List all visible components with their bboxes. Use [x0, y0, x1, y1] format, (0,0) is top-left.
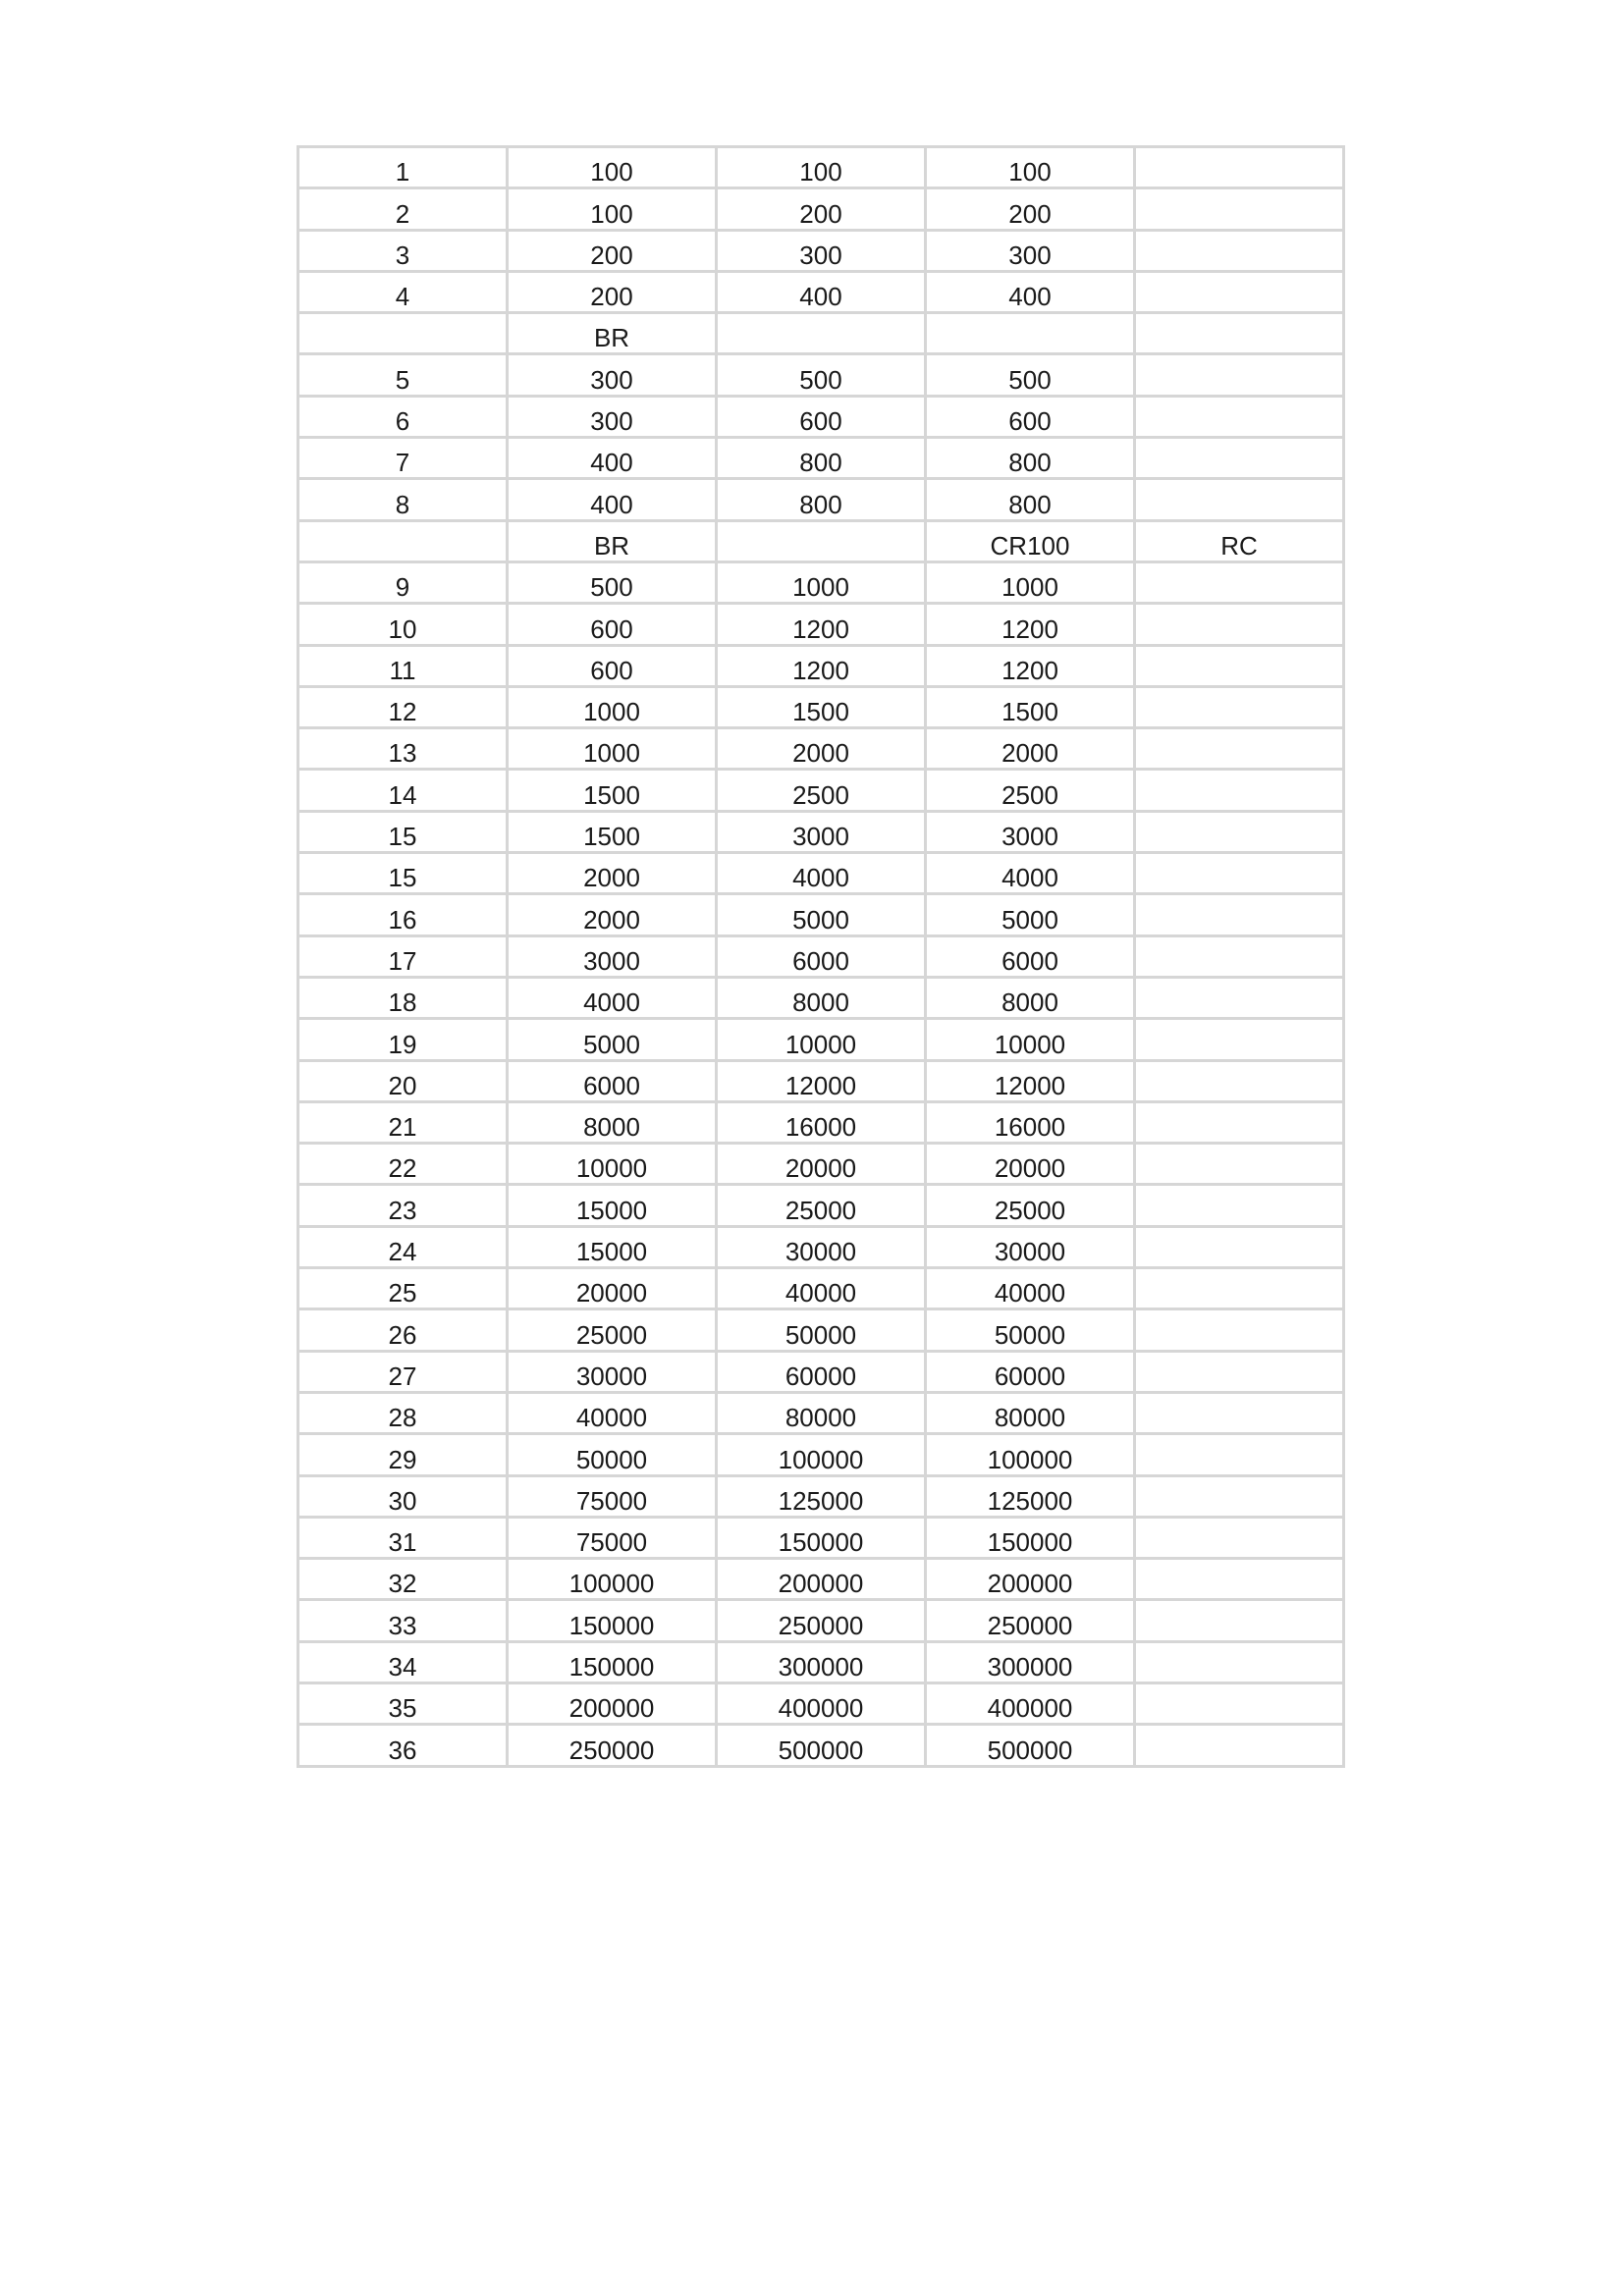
table-cell-col-2: 400	[508, 479, 717, 520]
table-cell-col-3: 30000	[717, 1226, 926, 1267]
table-cell-col-4: 6000	[926, 935, 1135, 977]
table-cell-col-2: 20000	[508, 1268, 717, 1309]
table-cell-col-5	[1135, 811, 1344, 852]
table-row	[298, 1019, 1344, 1060]
table-cell-col-3: 25000	[717, 1185, 926, 1226]
table-row	[298, 645, 1344, 686]
table-cell-col-5	[1135, 686, 1344, 727]
table-cell-col-5	[1135, 1682, 1344, 1724]
table-cell-col-5	[1135, 1268, 1344, 1309]
table-row	[298, 396, 1344, 437]
table-cell-col-5	[1135, 935, 1344, 977]
table-cell-col-1: 22	[298, 1144, 508, 1185]
table-cell-col-5	[1135, 1600, 1344, 1641]
table-row	[298, 728, 1344, 770]
table-cell-col-4: 60000	[926, 1351, 1135, 1392]
table-cell-col-5	[1135, 354, 1344, 396]
table-cell-col-2: 40000	[508, 1392, 717, 1433]
table-cell-col-1: 15	[298, 811, 508, 852]
table-cell-col-3: 40000	[717, 1268, 926, 1309]
table-cell-col-2: 500	[508, 561, 717, 603]
table-cell-col-2: 250000	[508, 1725, 717, 1766]
table-cell-col-2: 1000	[508, 728, 717, 770]
table-row	[298, 1600, 1344, 1641]
table-row	[298, 604, 1344, 645]
table-cell-col-2: 100	[508, 147, 717, 188]
table-cell-col-2: 50000	[508, 1434, 717, 1475]
table-row	[298, 561, 1344, 603]
table-cell-col-2: 200000	[508, 1682, 717, 1724]
table-row	[298, 1475, 1344, 1517]
table-cell-col-3	[717, 313, 926, 354]
table-cell-col-5	[1135, 853, 1344, 894]
table-cell-col-4: 400	[926, 271, 1135, 312]
table-cell-col-3: 150000	[717, 1517, 926, 1558]
table-cell-col-4: 800	[926, 438, 1135, 479]
table-cell-col-4: 100	[926, 147, 1135, 188]
table-row	[298, 520, 1344, 561]
table-cell-col-5	[1135, 438, 1344, 479]
table-cell-col-2: 300	[508, 354, 717, 396]
table-cell-col-3: 50000	[717, 1309, 926, 1351]
table-cell-col-2: 300	[508, 396, 717, 437]
table-cell-col-1: 16	[298, 894, 508, 935]
table-cell-col-1: 19	[298, 1019, 508, 1060]
table-cell-col-4: 400000	[926, 1682, 1135, 1724]
table-cell-col-1: 15	[298, 853, 508, 894]
table-cell-col-4: 30000	[926, 1226, 1135, 1267]
table-cell-col-4: 1500	[926, 686, 1135, 727]
table-cell-col-2: 150000	[508, 1600, 717, 1641]
table-row	[298, 479, 1344, 520]
table-row	[298, 1144, 1344, 1185]
table-row	[298, 230, 1344, 271]
table-cell-col-4: 16000	[926, 1101, 1135, 1143]
table-cell-col-3: 1500	[717, 686, 926, 727]
table-body	[298, 147, 1344, 1767]
table-row	[298, 1392, 1344, 1433]
table-cell-col-4: 600	[926, 396, 1135, 437]
table-cell-col-5	[1135, 1392, 1344, 1433]
table-row	[298, 1060, 1344, 1101]
table-cell-col-4: 40000	[926, 1268, 1135, 1309]
table-cell-col-1: 27	[298, 1351, 508, 1392]
table-cell-col-5	[1135, 1185, 1344, 1226]
table-row	[298, 853, 1344, 894]
table-cell-col-5	[1135, 1309, 1344, 1351]
table-cell-col-4: 1200	[926, 645, 1135, 686]
table-cell-col-1: 12	[298, 686, 508, 727]
table-row	[298, 147, 1344, 188]
table-cell-col-2: BR	[508, 520, 717, 561]
table-cell-col-5	[1135, 1226, 1344, 1267]
table-cell-col-3: 100000	[717, 1434, 926, 1475]
table-cell-col-5	[1135, 188, 1344, 230]
table-cell-col-2: 6000	[508, 1060, 717, 1101]
table-cell-col-4: 500	[926, 354, 1135, 396]
table-cell-col-4: 4000	[926, 853, 1135, 894]
table-cell-col-2: 600	[508, 645, 717, 686]
table-cell-col-5	[1135, 147, 1344, 188]
table-cell-col-1: 23	[298, 1185, 508, 1226]
table-cell-col-3: 12000	[717, 1060, 926, 1101]
table-cell-col-1: 3	[298, 230, 508, 271]
table-cell-col-3: 800	[717, 438, 926, 479]
table-cell-col-2: 200	[508, 230, 717, 271]
table-cell-col-1: 14	[298, 770, 508, 811]
table-cell-col-4: 5000	[926, 894, 1135, 935]
table-row	[298, 1351, 1344, 1392]
table-cell-col-4: 200000	[926, 1559, 1135, 1600]
table-row	[298, 1434, 1344, 1475]
table-cell-col-1: 8	[298, 479, 508, 520]
table-cell-col-2: 100	[508, 188, 717, 230]
table-cell-col-4: 2500	[926, 770, 1135, 811]
table-cell-col-4: 25000	[926, 1185, 1135, 1226]
table-row	[298, 1185, 1344, 1226]
table-cell-col-3: 1000	[717, 561, 926, 603]
table-row	[298, 271, 1344, 312]
table-cell-col-2: BR	[508, 313, 717, 354]
table-cell-col-1: 32	[298, 1559, 508, 1600]
table-cell-col-5	[1135, 1101, 1344, 1143]
table-row	[298, 1101, 1344, 1143]
table-cell-col-1: 18	[298, 977, 508, 1018]
table-cell-col-5	[1135, 770, 1344, 811]
table-cell-col-4: 10000	[926, 1019, 1135, 1060]
table-cell-col-5	[1135, 230, 1344, 271]
table-cell-col-5	[1135, 1559, 1344, 1600]
table-cell-col-3: 60000	[717, 1351, 926, 1392]
table-cell-col-2: 5000	[508, 1019, 717, 1060]
table-row	[298, 1725, 1344, 1766]
table-cell-col-4: 1000	[926, 561, 1135, 603]
table-cell-col-1: 34	[298, 1641, 508, 1682]
table-cell-col-1: 31	[298, 1517, 508, 1558]
table-cell-col-3: 200000	[717, 1559, 926, 1600]
table-cell-col-2: 8000	[508, 1101, 717, 1143]
table-cell-col-5	[1135, 1019, 1344, 1060]
table-cell-col-3: 800	[717, 479, 926, 520]
table-cell-col-4: 50000	[926, 1309, 1135, 1351]
table-cell-col-2: 150000	[508, 1641, 717, 1682]
table-cell-col-3: 2000	[717, 728, 926, 770]
table-row	[298, 313, 1344, 354]
table-cell-col-1: 30	[298, 1475, 508, 1517]
table-cell-col-2: 15000	[508, 1185, 717, 1226]
table-cell-col-1: 1	[298, 147, 508, 188]
table-cell-col-4: 12000	[926, 1060, 1135, 1101]
table-cell-col-2: 400	[508, 438, 717, 479]
table-cell-col-3: 6000	[717, 935, 926, 977]
table-cell-col-3: 16000	[717, 1101, 926, 1143]
table-row	[298, 1268, 1344, 1309]
table-cell-col-3: 400	[717, 271, 926, 312]
table-cell-col-2: 10000	[508, 1144, 717, 1185]
table-cell-col-4: 300000	[926, 1641, 1135, 1682]
table-cell-col-4: 20000	[926, 1144, 1135, 1185]
table-cell-col-2: 2000	[508, 894, 717, 935]
table-cell-col-2: 1500	[508, 770, 717, 811]
table-cell-col-5	[1135, 561, 1344, 603]
table-cell-col-4: 2000	[926, 728, 1135, 770]
table-cell-col-2: 4000	[508, 977, 717, 1018]
table-cell-col-1: 36	[298, 1725, 508, 1766]
table-cell-col-5	[1135, 313, 1344, 354]
table-row	[298, 354, 1344, 396]
table-cell-col-2: 3000	[508, 935, 717, 977]
table-cell-col-3: 1200	[717, 604, 926, 645]
table-cell-col-1: 7	[298, 438, 508, 479]
table-cell-col-1: 26	[298, 1309, 508, 1351]
table-cell-col-3: 3000	[717, 811, 926, 852]
table-cell-col-1: 4	[298, 271, 508, 312]
table-cell-col-2: 30000	[508, 1351, 717, 1392]
table-cell-col-5	[1135, 1517, 1344, 1558]
table-cell-col-2: 100000	[508, 1559, 717, 1600]
table-cell-col-1: 28	[298, 1392, 508, 1433]
table-row	[298, 1226, 1344, 1267]
table-cell-col-4: 100000	[926, 1434, 1135, 1475]
table-cell-col-5	[1135, 271, 1344, 312]
table-cell-col-2: 200	[508, 271, 717, 312]
table-cell-col-5	[1135, 604, 1344, 645]
table-row	[298, 438, 1344, 479]
table-cell-col-4: 150000	[926, 1517, 1135, 1558]
table-cell-col-3: 1200	[717, 645, 926, 686]
table-cell-col-4: 8000	[926, 977, 1135, 1018]
table-cell-col-5	[1135, 1475, 1344, 1517]
table-cell-col-4: 800	[926, 479, 1135, 520]
table-row	[298, 894, 1344, 935]
table-cell-col-1	[298, 520, 508, 561]
table-cell-col-4	[926, 313, 1135, 354]
table-row	[298, 1309, 1344, 1351]
table-cell-col-3: 2500	[717, 770, 926, 811]
table-row	[298, 1682, 1344, 1724]
table-cell-col-1: 6	[298, 396, 508, 437]
table-cell-col-4: 300	[926, 230, 1135, 271]
table-row	[298, 686, 1344, 727]
table-cell-col-5	[1135, 977, 1344, 1018]
table-cell-col-3: 5000	[717, 894, 926, 935]
table-cell-col-2: 15000	[508, 1226, 717, 1267]
table-cell-col-5: RC	[1135, 520, 1344, 561]
table-cell-col-5	[1135, 1641, 1344, 1682]
table-cell-col-3: 4000	[717, 853, 926, 894]
table-cell-col-3: 8000	[717, 977, 926, 1018]
table-cell-col-5	[1135, 1351, 1344, 1392]
table-cell-col-4: 250000	[926, 1600, 1135, 1641]
table-cell-col-5	[1135, 479, 1344, 520]
table-cell-col-3: 10000	[717, 1019, 926, 1060]
table-cell-col-3: 20000	[717, 1144, 926, 1185]
table-cell-col-5	[1135, 1434, 1344, 1475]
table-cell-col-1: 13	[298, 728, 508, 770]
table-cell-col-1: 24	[298, 1226, 508, 1267]
table-cell-col-3: 250000	[717, 1600, 926, 1641]
table-row	[298, 770, 1344, 811]
table-cell-col-3: 500	[717, 354, 926, 396]
table-row	[298, 935, 1344, 977]
table-cell-col-3: 300	[717, 230, 926, 271]
table-cell-col-4: 1200	[926, 604, 1135, 645]
table-cell-col-5	[1135, 645, 1344, 686]
data-table	[297, 145, 1345, 1768]
table-cell-col-3: 400000	[717, 1682, 926, 1724]
table-cell-col-5	[1135, 1725, 1344, 1766]
table-cell-col-3: 125000	[717, 1475, 926, 1517]
table-cell-col-1: 5	[298, 354, 508, 396]
table-cell-col-4: 80000	[926, 1392, 1135, 1433]
table-cell-col-3: 80000	[717, 1392, 926, 1433]
table-cell-col-1: 10	[298, 604, 508, 645]
table-cell-col-4: CR100	[926, 520, 1135, 561]
table-cell-col-3: 200	[717, 188, 926, 230]
table-cell-col-3: 600	[717, 396, 926, 437]
table-cell-col-1	[298, 313, 508, 354]
table-cell-col-1: 17	[298, 935, 508, 977]
table-cell-col-1: 29	[298, 1434, 508, 1475]
table-cell-col-1: 11	[298, 645, 508, 686]
table-cell-col-5	[1135, 396, 1344, 437]
table-cell-col-4: 3000	[926, 811, 1135, 852]
table-cell-col-5	[1135, 894, 1344, 935]
table-cell-col-3	[717, 520, 926, 561]
table-cell-col-2: 1000	[508, 686, 717, 727]
table-row	[298, 811, 1344, 852]
table-cell-col-4: 500000	[926, 1725, 1135, 1766]
table-cell-col-2: 2000	[508, 853, 717, 894]
table-cell-col-2: 75000	[508, 1517, 717, 1558]
table-cell-col-5	[1135, 1060, 1344, 1101]
table-cell-col-3: 500000	[717, 1725, 926, 1766]
table-cell-col-1: 20	[298, 1060, 508, 1101]
table-cell-col-1: 2	[298, 188, 508, 230]
table-cell-col-1: 25	[298, 1268, 508, 1309]
table-cell-col-1: 9	[298, 561, 508, 603]
table-cell-col-5	[1135, 728, 1344, 770]
table-row	[298, 977, 1344, 1018]
table-row	[298, 1559, 1344, 1600]
table-row	[298, 1641, 1344, 1682]
table-cell-col-5	[1135, 1144, 1344, 1185]
table-cell-col-3: 300000	[717, 1641, 926, 1682]
table-cell-col-1: 21	[298, 1101, 508, 1143]
table-cell-col-2: 600	[508, 604, 717, 645]
table-cell-col-4: 200	[926, 188, 1135, 230]
table-cell-col-2: 25000	[508, 1309, 717, 1351]
table-cell-col-1: 35	[298, 1682, 508, 1724]
table-cell-col-3: 100	[717, 147, 926, 188]
table-row	[298, 1517, 1344, 1558]
table-row	[298, 188, 1344, 230]
table-cell-col-2: 75000	[508, 1475, 717, 1517]
table-cell-col-2: 1500	[508, 811, 717, 852]
table-cell-col-4: 125000	[926, 1475, 1135, 1517]
table-cell-col-1: 33	[298, 1600, 508, 1641]
